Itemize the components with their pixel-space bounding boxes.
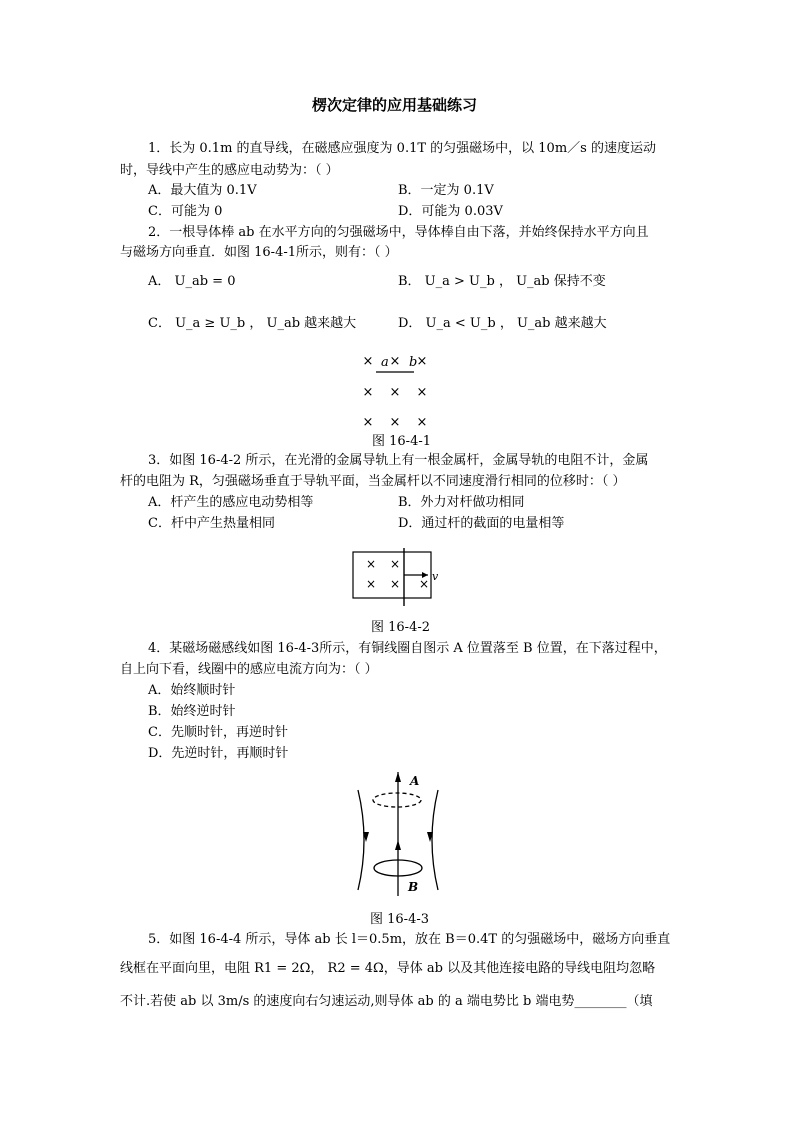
q3-option-d: D．通过杆的截面的电量相等 [398, 516, 565, 531]
q5-stem-line1: 5．如图 16-4-4 所示，导体 ab 长 l＝0.5m，放在 B＝0.4T 的匀强磁场中，磁场方向垂直 [148, 932, 671, 947]
figure-16-4-1 [360, 350, 440, 430]
q1-option-d: D．可能为 0.03V [398, 204, 503, 219]
q1-option-b: B．一定为 0.1V [398, 183, 494, 198]
cross-mark: × [389, 577, 401, 591]
q1-stem-line2: 时，导线中产生的感应电动势为：（ ） [120, 163, 339, 178]
figure-16-4-3 [348, 768, 448, 908]
q4-option-c: C．先顺时针，再逆时针 [148, 725, 288, 740]
q2-stem-line2: 与磁场方向垂直．如图 16-4-1所示，则有：（ ） [120, 245, 398, 260]
figure-16-4-2 [352, 548, 452, 610]
field-line-right [432, 790, 438, 890]
q1-option-a: A．最大值为 0.1V [148, 183, 257, 198]
cross-mark: × [389, 385, 401, 400]
arrow-up-icon [395, 772, 401, 782]
cross-mark: × [365, 577, 377, 591]
cross-mark: × [362, 385, 374, 400]
cross-mark: × [416, 354, 428, 369]
q4-option-a: A．始终顺时针 [148, 683, 236, 698]
cross-mark: × [389, 354, 401, 369]
q2-option-c: C． U_a ≥ U_b ， U_ab 越来越大 [148, 316, 357, 331]
cross-mark: × [362, 354, 374, 369]
q3-option-b: B．外力对杆做功相同 [398, 495, 525, 510]
label-a: a [381, 355, 389, 370]
q2-option-a: A． U_ab = 0 [148, 274, 236, 289]
label-v: v [432, 570, 439, 583]
page-title: 楞次定律的应用基础练习 [312, 96, 478, 114]
q2-option-d: D． U_a < U_b ， U_ab 越来越大 [398, 316, 607, 331]
q4-option-b: B．始终逆时针 [148, 704, 236, 719]
q5-stem-line2: 线框在平面向里，电阻 R1 = 2Ω， R2 = 4Ω，导体 ab 以及其他连接电路的导线电阻均忽略 [120, 961, 656, 976]
cross-mark: × [389, 557, 401, 571]
q2-stem-line1: 2．一根导体棒 ab 在水平方向的匀强磁场中，导体棒自由下落，并始终保持水平方向且 [148, 225, 649, 240]
q4-stem-line2: 自上向下看，线圈中的感应电流方向为：（ ） [120, 662, 378, 677]
cross-mark: × [365, 557, 377, 571]
label-coil-b: B [408, 880, 419, 894]
cross-mark: × [362, 415, 374, 430]
q5-stem-line3: 不计.若使 ab 以 3m/s 的速度向右匀速运动,则导体 ab 的 a 端电势比 b 端电势________（填 [120, 994, 653, 1009]
cross-mark: × [418, 577, 430, 591]
q3-stem-line2: 杆的电阻为 R，匀强磁场垂直于导轨平面，当金属杆以不同速度滑行相同的位移时：（ ） [120, 474, 626, 489]
q4-option-d: D．先逆时针，再顺时针 [148, 746, 289, 761]
arrow-up-icon [395, 840, 401, 850]
cross-mark: × [416, 415, 428, 430]
field-line-left [358, 790, 364, 890]
q2-option-b: B． U_a > U_b ， U_ab 保持不变 [398, 274, 606, 289]
cross-mark: × [389, 415, 401, 430]
q3-option-a: A．杆产生的感应电动势相等 [148, 495, 314, 510]
figure-16-4-1-caption: 图 16-4-1 [372, 434, 432, 449]
figure-16-4-3-caption: 图 16-4-3 [370, 912, 430, 927]
q3-stem-line1: 3．如图 16-4-2 所示，在光滑的金属导轨上有一根金属杆，金属导轨的电阻不计，金属 [148, 453, 649, 468]
q1-option-c: C．可能为 0 [148, 204, 223, 219]
q4-stem-line1: 4．某磁场磁感线如图 16-4-3所示，有铜线圈自图示 A 位置落至 B 位置，在下落过程中， [148, 641, 667, 656]
cross-mark: × [416, 385, 428, 400]
label-b: b [409, 355, 418, 370]
figure-16-4-2-caption: 图 16-4-2 [371, 620, 431, 635]
coil-position-a [373, 793, 421, 807]
label-coil-a: A [410, 774, 420, 788]
q3-option-c: C．杆中产生热量相同 [148, 516, 275, 531]
q1-stem-line1: 1．长为 0.1m 的直导线，在磁感应强度为 0.1T 的匀强磁场中，以 10m／s 的速度运动 [148, 141, 656, 156]
